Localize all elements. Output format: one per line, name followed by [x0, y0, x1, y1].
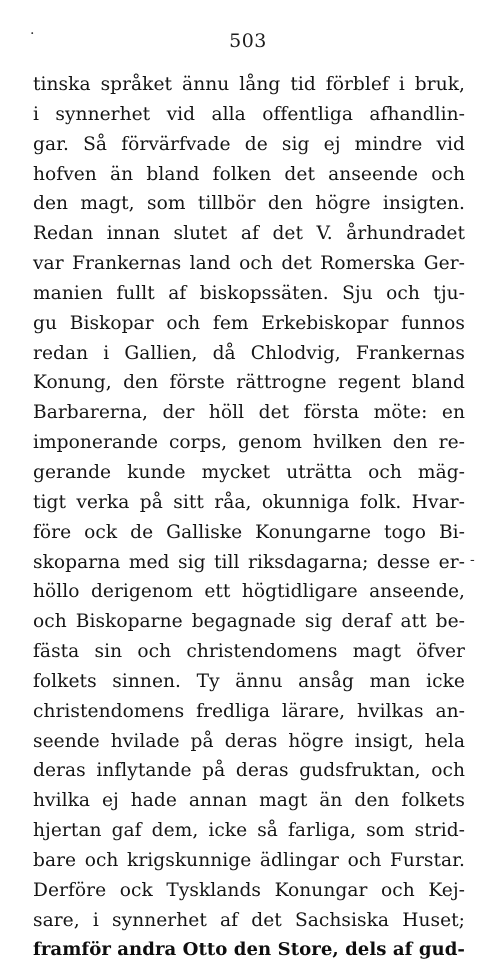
text-line: skoparna med sig till riksdagarna; desse er- — [33, 551, 465, 573]
stray-mark-dot: . — [30, 22, 35, 38]
text-line: och Biskoparne begagnade sig deraf att be- — [33, 611, 465, 633]
text-line: imponerande corps, genom hvilken den re- — [33, 432, 465, 454]
text-line: var Frankernas land och det Romerska Ger- — [33, 253, 465, 275]
body-text — [33, 70, 465, 965]
text-line: hofven än bland folken det anseende och — [33, 163, 465, 185]
text-line: framför andra Otto den Store, dels af gud- — [33, 939, 465, 961]
text-line: tinska språket ännu lång tid förblef i bruk, — [33, 74, 465, 95]
text-line: gerande kunde mycket uträtta och mäg- — [33, 461, 465, 483]
text-line: Barbarerna, der höll det första möte: en — [33, 402, 465, 424]
text-line: gar. Så förvärfvade de sig ej mindre vid — [33, 133, 465, 155]
text-line: folkets sinnen. Ty ännu ansåg man icke — [33, 670, 465, 692]
text-line: gu Biskopar och fem Erkebiskopar funnos — [33, 312, 465, 334]
text-line: i synnerhet vid alla offentliga afhandlin- — [33, 103, 465, 125]
stray-mark-dash: - — [470, 552, 475, 568]
text-line: hjertan gaf dem, icke så farliga, som strid- — [33, 820, 465, 842]
text-line: manien fullt af biskopssäten. Sju och tju- — [33, 282, 465, 304]
text-line: Derföre ock Tysklands Konungar och Kej- — [33, 879, 465, 901]
text-line: redan i Gallien, då Chlodvig, Frankernas — [33, 342, 465, 364]
text-line: Redan innan slutet af det V. århundradet — [33, 223, 465, 245]
text-line: den magt, som tillbör den högre insigten. — [33, 193, 465, 215]
text-line: hvilka ej hade annan magt än den folkets — [33, 790, 465, 812]
text-line: christendomens fredliga lärare, hvilkas an- — [33, 700, 465, 722]
text-line: Konung, den förste rättrogne regent bland — [33, 372, 465, 394]
text-line: höllo derigenom ett högtidligare anseende, — [33, 581, 465, 603]
text-line: deras inflytande på deras gudsfruktan, och — [33, 760, 465, 782]
text-line: tigt verka på sitt råa, okunniga folk. Hvar- — [33, 491, 465, 513]
text-line: sare, i synnerhet af det Sachsiska Huset; — [33, 909, 465, 931]
text-line: fästa sin och christendomens magt öfver — [33, 641, 465, 663]
text-line: seende hvilade på deras högre insigt, hela — [33, 730, 465, 752]
text-line: före ock de Galliske Konungarne togo Bi- — [33, 521, 465, 543]
text-line: bare och krigskunnige ädlingar och Furstar. — [33, 849, 465, 871]
page-number: 503 — [229, 30, 267, 52]
